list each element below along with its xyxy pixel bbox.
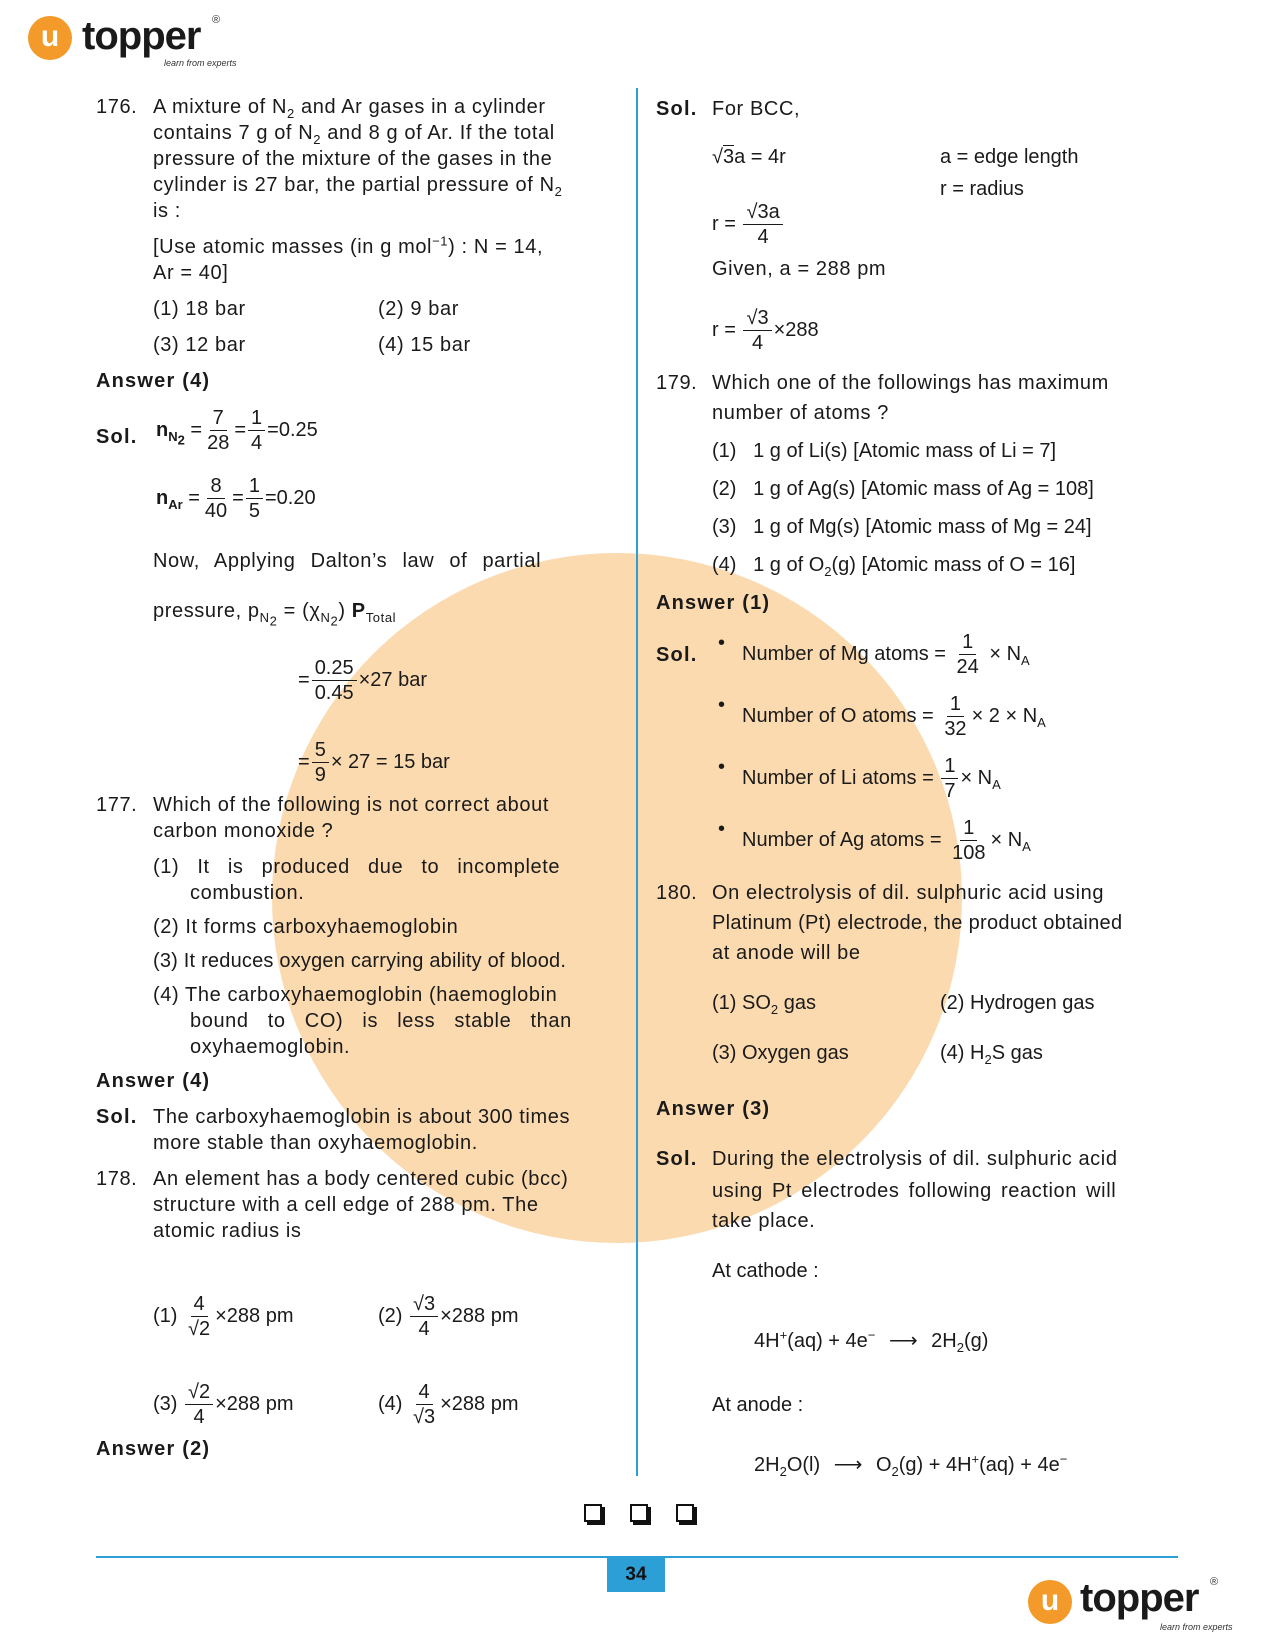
q179-line2: number of atoms ? [712, 402, 889, 424]
q178-option-1: (1) $\frac{4}{√2}$ ×288 pm [153, 1293, 294, 1340]
q177-option-3: (3) It reduces oxygen carrying ability of blood. [153, 950, 567, 972]
end-box-2 [630, 1504, 648, 1522]
q180-sol-line3: take place. [712, 1210, 816, 1232]
q177-option-2: (2) It forms carboxyhaemoglobin [153, 916, 459, 938]
q180-cathode-label: At cathode : [712, 1260, 819, 1282]
q177-option-4b: bound to CO) is less stable than [190, 1010, 572, 1032]
q176-sol-label: Sol. [96, 426, 138, 448]
q180-sol-label: Sol. [656, 1148, 698, 1170]
q179-answer: Answer (1) [656, 592, 771, 614]
q179-ag-atoms: • Number of Ag atoms = $\frac{1}{108}$ × $N_A$ [742, 816, 1031, 865]
q176-option-2: (2) 9 bar [378, 298, 459, 320]
q179-sol-label: Sol. [656, 644, 698, 666]
q176-mole-ar: $n_{Ar}$ = $\frac{8}{40}$ = $\frac{1}{5}$ =0.20 [156, 475, 316, 522]
topper-logo-text: topper [82, 14, 201, 58]
q180-answer: Answer (3) [656, 1098, 771, 1120]
q178-option-4: (4) $\frac{4}{√3}$ ×288 pm [378, 1381, 519, 1428]
page-number: 34 [607, 1558, 665, 1592]
q178-answer: Answer (2) [96, 1438, 211, 1460]
q180-option-2: (2) Hydrogen gas [940, 992, 1095, 1014]
q179-number: 179. [656, 372, 698, 394]
q180-cathode-eq: 4H+(aq) + 4e− ⟶ $2H_2(g)$ [754, 1327, 989, 1355]
end-box-3 [676, 1504, 694, 1522]
q176-dalton-text: Now, Applying Dalton’s law of partial [153, 550, 542, 572]
q180-option-3: (3) Oxygen gas [712, 1042, 849, 1064]
q178-number: 178. [96, 1168, 138, 1190]
q179-option-2: (2) 1 g of Ag(s) [Atomic mass of Ag = 108] [712, 478, 1094, 500]
q176-number: 176. [96, 96, 138, 118]
q180-anode-label: At anode : [712, 1394, 804, 1416]
q177-option-1a: (1) It is produced due to incomplete [153, 856, 561, 878]
q179-option-1: (1) 1 g of Li(s) [Atomic mass of Li = 7] [712, 440, 1057, 462]
footer-registered-mark: ® [1210, 1576, 1219, 1588]
q179-li-atoms: • Number of Li atoms = $\frac{1}{7}$ × $N_A$ [742, 754, 1001, 803]
q176-line3: pressure of the mixture of the gases in the [153, 148, 553, 170]
q177-option-1b: combustion. [190, 882, 305, 904]
q176-option-1: (1) 18 bar [153, 298, 246, 320]
q177-sol-line1: The carboxyhaemoglobin is about 300 times [153, 1106, 571, 1128]
q179-option-4: (4) 1 g of $O_2(g)$ [Atomic mass of O = 16] [712, 554, 1076, 579]
q178-line1: An element has a body centered cubic (bcc) [153, 1168, 569, 1190]
q180-anode-eq: $2H_2O(l)$ ⟶ $O_2(g) + 4H^+(aq) + 4e^-$ [754, 1451, 1068, 1479]
q176-calc-2: = $\frac{5}{9}$ × 27 = 15 bar [298, 739, 450, 786]
q180-line3: at anode will be [712, 942, 861, 964]
q176-answer: Answer (4) [96, 370, 211, 392]
footer-logo-icon: u [1028, 1580, 1072, 1624]
q177-number: 177. [96, 794, 138, 816]
q177-line2: carbon monoxide ? [153, 820, 334, 842]
q176-line1: A mixture of $N_2$ and Ar gases in a cylinder [153, 96, 546, 121]
q176-line6: [Use atomic masses (in g mol$^{-1}$) : N = 14, [153, 233, 544, 258]
column-divider [636, 88, 638, 1476]
q176-pressure-eq: pressure, $p_{N_2} = (\chi_{N_2})$ $P_{Total}$ [153, 600, 397, 629]
footer-logo-tagline: learn from experts [1160, 1622, 1233, 1632]
q177-option-4a: (4) The carboxyhaemoglobin (haemoglobin [153, 984, 558, 1006]
q176-line7: Ar = 40] [153, 262, 229, 284]
q178-eq-bcc: √3a = 4r [712, 146, 786, 168]
q178-for-bcc: For BCC, [712, 98, 801, 120]
end-box-1 [584, 1504, 602, 1522]
q178-r-calc: r = $\frac{√3}{4}$ ×288 [712, 307, 819, 354]
q176-calc-1: = $\frac{0.25}{0.45}$ ×27 bar [298, 657, 428, 704]
q180-sol-line2: using Pt electrodes following reaction will [712, 1180, 1117, 1202]
footer-logo-text: topper [1080, 1576, 1199, 1620]
q178-r-formula: r = $\frac{√3a}{4}$ [712, 200, 785, 249]
q180-number: 180. [656, 882, 698, 904]
q176-option-4: (4) 15 bar [378, 334, 471, 356]
q178-line3: atomic radius is [153, 1220, 302, 1242]
q177-answer: Answer (4) [96, 1070, 211, 1092]
q177-option-4c: oxyhaemoglobin. [190, 1036, 351, 1058]
q176-line5: is : [153, 200, 181, 222]
q179-mg-atoms: • Number of Mg atoms = $\frac{1}{24}$ × $N_A$ [742, 630, 1030, 679]
q176-line4: cylinder is 27 bar, the partial pressure of $N_2$ [153, 174, 563, 199]
logo-tagline: learn from experts [164, 58, 237, 68]
q177-line1: Which of the following is not correct about [153, 794, 549, 816]
q178-note-radius: r = radius [940, 178, 1024, 200]
q178-sol-label: Sol. [656, 98, 698, 120]
q176-line2: contains 7 g of $N_2$ and 8 g of Ar. If the total [153, 122, 555, 147]
q180-line1: On electrolysis of dil. sulphuric acid using [712, 882, 1105, 904]
q180-option-4: (4) $H_2S$ gas [940, 1042, 1043, 1067]
q179-line1: Which one of the followings has maximum [712, 372, 1109, 394]
q177-sol-label: Sol. [96, 1106, 138, 1128]
q177-sol-line2: more stable than oxyhaemoglobin. [153, 1132, 478, 1154]
q178-line2: structure with a cell edge of 288 pm. The [153, 1194, 539, 1216]
q178-given: Given, a = 288 pm [712, 258, 887, 280]
q178-option-3: (3) $\frac{√2}{4}$ ×288 pm [153, 1381, 294, 1428]
q179-o-atoms: • Number of O atoms = $\frac{1}{32}$ × $2 \times N_A$ [742, 692, 1046, 741]
q178-option-2: (2) $\frac{√3}{4}$ ×288 pm [378, 1293, 519, 1340]
registered-mark: ® [212, 14, 221, 26]
topper-logo-icon: u [28, 16, 72, 60]
q179-option-3: (3) 1 g of Mg(s) [Atomic mass of Mg = 24] [712, 516, 1092, 538]
q180-sol-line1: During the electrolysis of dil. sulphuric acid [712, 1148, 1118, 1170]
q176-mole-n2: $n_{N_2}$ = $\frac{7}{28}$ = $\frac{1}{4}$ =0.25 [156, 407, 318, 454]
q180-option-1: (1) $SO_2$ gas [712, 992, 816, 1017]
q178-note-edge: a = edge length [940, 146, 1079, 168]
q180-line2: Platinum (Pt) electrode, the product obtained [712, 912, 1123, 934]
q176-option-3: (3) 12 bar [153, 334, 246, 356]
